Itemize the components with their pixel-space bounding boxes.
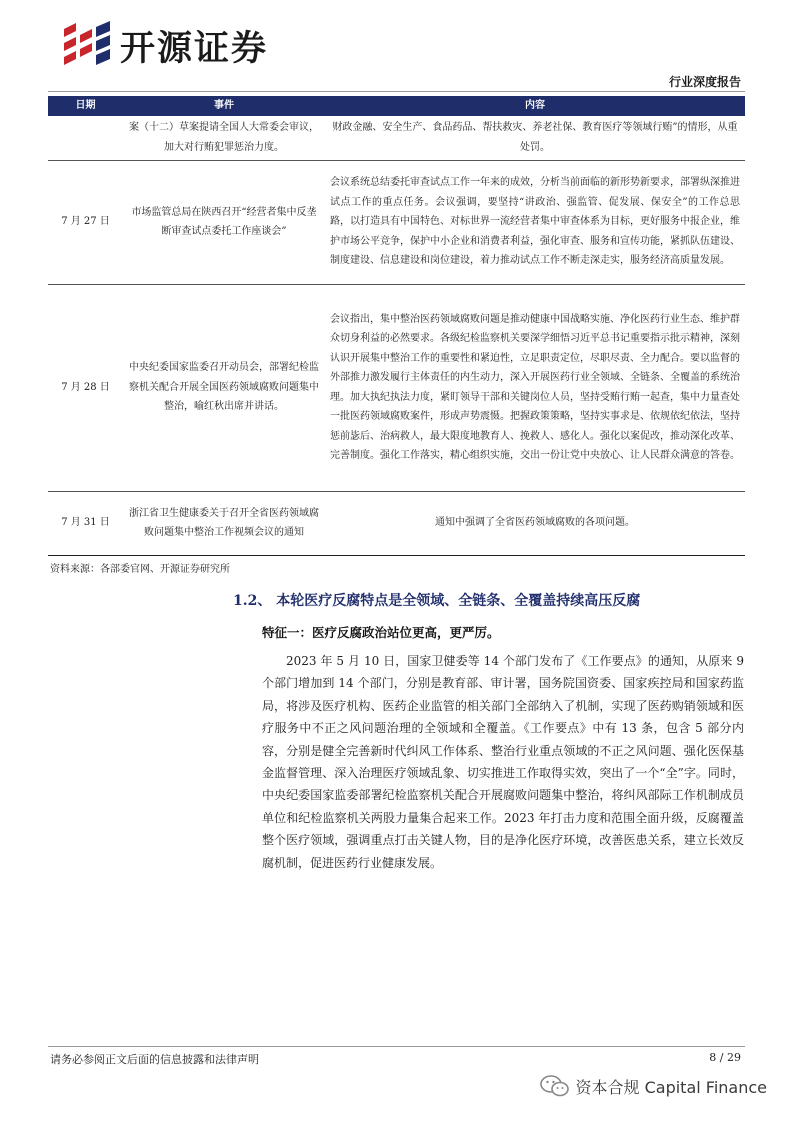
row-date: 7 月 27 日 bbox=[48, 160, 123, 284]
row-date: 7 月 28 日 bbox=[48, 284, 123, 491]
row-content: 通知中强调了全省医药领域腐败的各项问题。 bbox=[325, 491, 745, 555]
row-event: 案（十二）草案提请全国人大常委会审议，加大对行贿犯罪惩治力度。 bbox=[123, 116, 325, 160]
footer-divider bbox=[48, 1046, 745, 1047]
header-divider bbox=[48, 91, 745, 92]
row-event: 浙江省卫生健康委关于召开全省医药领域腐败问题集中整治工作视频会议的通知 bbox=[123, 491, 325, 555]
company-logo bbox=[62, 20, 268, 72]
row-event: 中央纪委国家监委召开动员会，部署纪检监察机关配合开展全国医药领域腐败问题集中整治，喻红秋出席并讲话。 bbox=[123, 284, 325, 491]
events-table bbox=[48, 96, 745, 556]
row-date: 7 月 31 日 bbox=[48, 491, 123, 555]
column-header-content: 内容 bbox=[325, 96, 745, 116]
watermark-text: 资本合规 Capital Finance bbox=[575, 1077, 767, 1097]
row-date bbox=[48, 116, 123, 160]
body-paragraph: 2023 年 5 月 10 日，国家卫健委等 14 个部门发布了《工作要点》的通知，从原来 9 个部门增加到 14 个部门，分别是教育部、审计署，国务院国资委、国家疾控局和国家药监局，将涉及医疗机构、医药企业监管的相关部门全部纳入了机制，实现了医药购销领域和医疗服务中不正之风问题治理的全领域和全覆盖。《工作要点》中有 13 条，包含 5 部分内容，分别是健全完善新时代纠风工作体系、整治行业重点领域的不正之风问题、强化医保基金监督管理、深入治理医疗领域乱象、切实推进工作取得实效，突出了一个“全”字。同时，中央纪委国家监委部署纪检监察机关配合开展腐败问题集中整治，将纠风部际工作机制成员单位和纪检监察机关两股力量集合起来工作。2023 年打击力度和范围全面升级，反腐覆盖整个医疗领域，强调重点打击关键人物，目的是净化医疗环境，改善医患关系，建立长效反腐机制，促进医药行业健康发展。 bbox=[262, 654, 744, 870]
company-name: 开源证券 bbox=[120, 29, 269, 69]
report-type-label: 行业深度报告 bbox=[668, 75, 741, 89]
row-content: 会议指出，集中整治医药领域腐败问题是推动健康中国战略实施、净化医药行业生态、维护群众切身利益的必然要求。各级纪检监察机关要深学细悟习近平总书记重要指示批示精神，深刻认识开展集中整治工作的重要性和紧迫性，立足职责定位，尽职尽责、全力配合。要以监督的外部推力激发履行主体责任的内生动力，深入开展医药行业全领域、全链条、全覆盖的系统治理。加大执纪执法力度，紧盯领导干部和关键岗位人员，坚持受贿行贿一起查，集中力量查处一批医药领域腐败案件，形成声势震慑。把握政策策略，坚持实事求是、依规依纪依法，坚持惩前毖后、治病救人，最大限度地教育人、挽救人、感化人。强化以案促改，推动深化改革、完善制度。强化工作落实，精心组织实施，交出一份让党中央放心、让人民群众满意的答卷。 bbox=[325, 284, 745, 491]
section-heading bbox=[233, 590, 640, 610]
row-content: 会议系统总结委托审查试点工作一年来的成效，分析当前面临的新形势新要求，部署纵深推进试点工作的重点任务。会议强调，要坚持“讲政治、强监管、促发展、保安全”的工作总思路，以打造具有中国特色、对标世界一流经营者集中审查体系为目标，更好服务中报企业，维护市场公平竞争，保护中小企业和消费者利益，强化审查、服务和宣传功能，紧抓队伍建设、制度建设、信息建设和岗位建设，着力推动试点工作不断走深走实，服务经济高质量发展。 bbox=[325, 160, 745, 284]
table-row bbox=[48, 116, 745, 160]
section-title-text: 本轮医疗反腐特点是全领域、全链条、全覆盖持续高压反腐 bbox=[276, 593, 641, 609]
table-row bbox=[48, 160, 745, 284]
column-header-date: 日期 bbox=[48, 96, 123, 116]
table-source-note: 资料来源：各部委官网、开源证券研究所 bbox=[50, 564, 230, 575]
table-header-row bbox=[48, 96, 745, 116]
legal-disclaimer: 请务必参阅正文后面的信息披露和法律声明 bbox=[50, 1053, 259, 1066]
feature-heading: 特征一：医疗反腐政治站位更高，更严厉。 bbox=[262, 625, 500, 640]
wechat-icon bbox=[540, 1074, 570, 1098]
section-number: 1.2、 bbox=[233, 593, 272, 609]
page-number: 8 / 29 bbox=[709, 1051, 741, 1064]
row-event: 市场监管总局在陕西召开“经营者集中反垄断审查试点委托工作座谈会” bbox=[123, 160, 325, 284]
column-header-event: 事件 bbox=[123, 96, 325, 116]
row-content: 财政金融、安全生产、食品药品、帮扶救灾、养老社保、教育医疗等领域行贿”的情形，从重处罚。 bbox=[325, 116, 745, 160]
table-row bbox=[48, 491, 745, 555]
brand-mark-icon bbox=[62, 21, 112, 71]
watermark bbox=[540, 1074, 768, 1098]
table-row bbox=[48, 284, 745, 491]
